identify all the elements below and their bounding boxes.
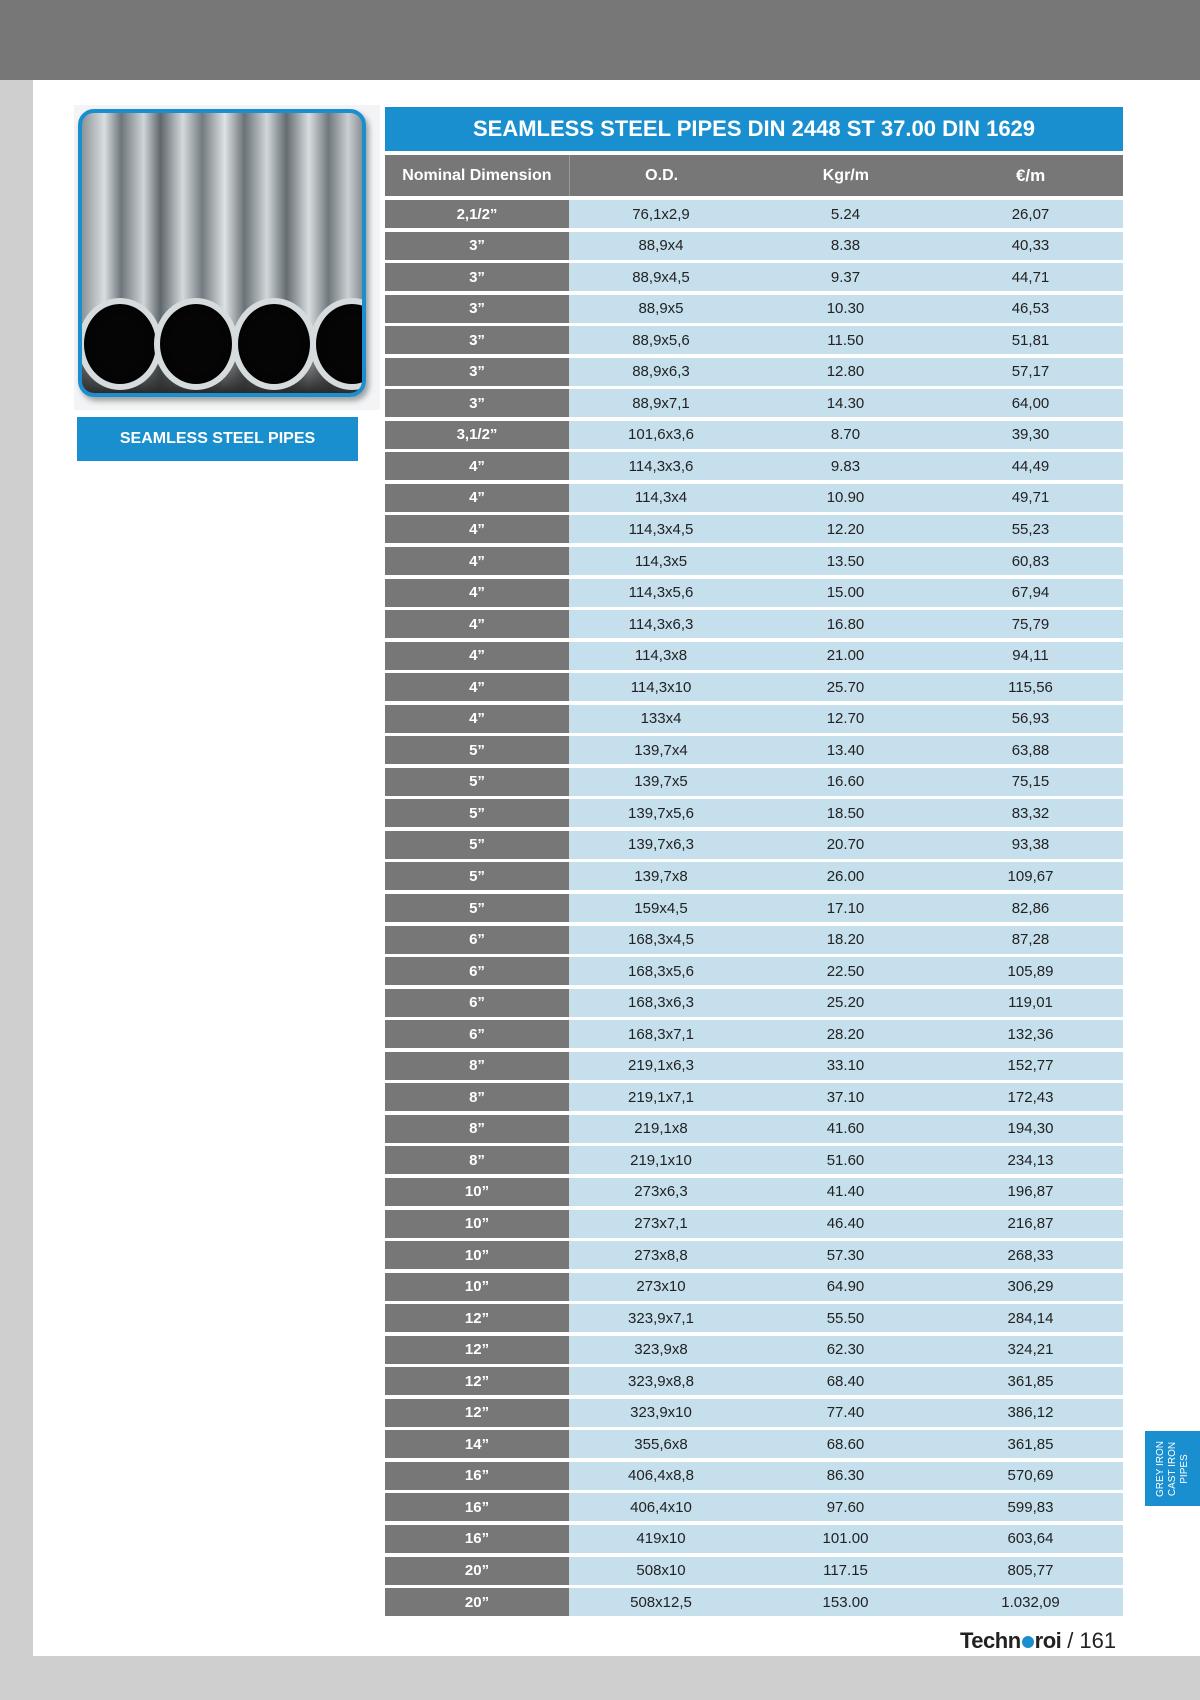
cell-nominal-dimension: 4” [385, 673, 569, 701]
cell-price: 93,38 [938, 831, 1123, 859]
cell-nominal-dimension: 12” [385, 1367, 569, 1395]
cell-nominal-dimension: 12” [385, 1336, 569, 1364]
cell-price: 152,77 [938, 1052, 1123, 1080]
cell-outer-diameter: 323,9x8,8 [569, 1367, 753, 1395]
cell-weight: 51.60 [753, 1146, 938, 1174]
cell-outer-diameter: 168,3x5,6 [569, 957, 753, 985]
cell-outer-diameter: 273x7,1 [569, 1210, 753, 1238]
cell-weight: 41.40 [753, 1178, 938, 1206]
cell-weight: 101.00 [753, 1525, 938, 1553]
cell-price: 284,14 [938, 1304, 1123, 1332]
table-row [385, 452, 1123, 480]
table-row [385, 389, 1123, 417]
cell-weight: 16.80 [753, 610, 938, 638]
cell-outer-diameter: 139,7x4 [569, 736, 753, 764]
cell-outer-diameter: 114,3x5 [569, 547, 753, 575]
cell-weight: 117.15 [753, 1557, 938, 1585]
cell-outer-diameter: 168,3x7,1 [569, 1020, 753, 1048]
table-row [385, 515, 1123, 543]
cell-price: 49,71 [938, 484, 1123, 512]
cell-outer-diameter: 88,9x5,6 [569, 326, 753, 354]
cell-nominal-dimension: 16” [385, 1493, 569, 1521]
cell-nominal-dimension: 5” [385, 831, 569, 859]
brand-text-start: Techn [960, 1628, 1021, 1653]
page-footer [960, 1626, 1116, 1656]
cell-price: 386,12 [938, 1399, 1123, 1427]
cell-price: 67,94 [938, 579, 1123, 607]
cell-price: 216,87 [938, 1210, 1123, 1238]
cell-outer-diameter: 273x8,8 [569, 1241, 753, 1269]
cell-price: 570,69 [938, 1462, 1123, 1490]
cell-nominal-dimension: 20” [385, 1557, 569, 1585]
cell-nominal-dimension: 4” [385, 515, 569, 543]
cell-price: 361,85 [938, 1367, 1123, 1395]
cell-nominal-dimension: 4” [385, 579, 569, 607]
cell-nominal-dimension: 6” [385, 926, 569, 954]
cell-price: 603,64 [938, 1525, 1123, 1553]
cell-weight: 11.50 [753, 326, 938, 354]
side-tab-text [1155, 1441, 1191, 1497]
cell-outer-diameter: 219,1x7,1 [569, 1083, 753, 1111]
table-row [385, 295, 1123, 323]
table-row [385, 799, 1123, 827]
cell-weight: 13.50 [753, 547, 938, 575]
table-row [385, 642, 1123, 670]
cell-price: 115,56 [938, 673, 1123, 701]
page-separator: / [1067, 1628, 1074, 1653]
page-number: 161 [1079, 1628, 1117, 1653]
cell-weight: 68.40 [753, 1367, 938, 1395]
header-outer-diameter: O.D. [645, 166, 679, 184]
cell-price: 75,79 [938, 610, 1123, 638]
cell-nominal-dimension: 10” [385, 1178, 569, 1206]
cell-nominal-dimension: 6” [385, 1020, 569, 1048]
cell-price: 51,81 [938, 326, 1123, 354]
cell-weight: 55.50 [753, 1304, 938, 1332]
cell-outer-diameter: 323,9x7,1 [569, 1304, 753, 1332]
cell-outer-diameter: 139,7x8 [569, 862, 753, 890]
cell-outer-diameter: 114,3x4 [569, 484, 753, 512]
cell-nominal-dimension: 4” [385, 484, 569, 512]
cell-nominal-dimension: 16” [385, 1525, 569, 1553]
cell-outer-diameter: 419x10 [569, 1525, 753, 1553]
table-row [385, 1178, 1123, 1206]
table-row [385, 1557, 1123, 1585]
cell-outer-diameter: 168,3x6,3 [569, 989, 753, 1017]
table-row [385, 1273, 1123, 1301]
cell-weight: 14.30 [753, 389, 938, 417]
cell-weight: 25.20 [753, 989, 938, 1017]
cell-outer-diameter: 406,4x8,8 [569, 1462, 753, 1490]
cell-outer-diameter: 273x6,3 [569, 1178, 753, 1206]
cell-price: 57,17 [938, 358, 1123, 386]
cell-weight: 12.20 [753, 515, 938, 543]
table-row [385, 1430, 1123, 1458]
cell-outer-diameter: 139,7x6,3 [569, 831, 753, 859]
cell-nominal-dimension: 6” [385, 989, 569, 1017]
cell-price: 105,89 [938, 957, 1123, 985]
table-row [385, 926, 1123, 954]
pipe-end-icon [154, 298, 238, 390]
cell-outer-diameter: 114,3x4,5 [569, 515, 753, 543]
cell-weight: 77.40 [753, 1399, 938, 1427]
cell-nominal-dimension: 20” [385, 1588, 569, 1616]
table-title: SEAMLESS STEEL PIPES DIN 2448 ST 37.00 DIN 1629 [385, 107, 1123, 151]
table-row [385, 1083, 1123, 1111]
header-nominal-dimension: Nominal Dimension [385, 155, 570, 196]
product-category-label: SEAMLESS STEEL PIPES [77, 417, 358, 461]
cell-price: 83,32 [938, 799, 1123, 827]
cell-price: 60,83 [938, 547, 1123, 575]
steel-pipes-photo [78, 109, 366, 397]
side-tab-line: CAST IRON [1166, 1441, 1178, 1496]
product-photo-frame [74, 105, 380, 410]
cell-outer-diameter: 88,9x6,3 [569, 358, 753, 386]
cell-outer-diameter: 88,9x5 [569, 295, 753, 323]
cell-weight: 15.00 [753, 579, 938, 607]
cell-weight: 10.30 [753, 295, 938, 323]
cell-outer-diameter: 76,1x2,9 [569, 200, 753, 228]
side-tab-line: GREY IRON [1154, 1440, 1166, 1497]
cell-nominal-dimension: 2,1/2” [385, 200, 569, 228]
cell-weight: 26.00 [753, 862, 938, 890]
brand-dot-icon [1022, 1636, 1034, 1648]
cell-price: 132,36 [938, 1020, 1123, 1048]
cell-price: 268,33 [938, 1241, 1123, 1269]
cell-nominal-dimension: 5” [385, 768, 569, 796]
cell-nominal-dimension: 4” [385, 705, 569, 733]
table-row [385, 1493, 1123, 1521]
cell-price: 39,30 [938, 421, 1123, 449]
table-row [385, 673, 1123, 701]
cell-weight: 5.24 [753, 200, 938, 228]
table-row [385, 1462, 1123, 1490]
cell-weight: 37.10 [753, 1083, 938, 1111]
table-row [385, 768, 1123, 796]
cell-weight: 20.70 [753, 831, 938, 859]
cell-weight: 21.00 [753, 642, 938, 670]
table-row [385, 1052, 1123, 1080]
cell-weight: 18.50 [753, 799, 938, 827]
cell-weight: 97.60 [753, 1493, 938, 1521]
cell-price: 194,30 [938, 1115, 1123, 1143]
cell-weight: 22.50 [753, 957, 938, 985]
table-row [385, 1146, 1123, 1174]
cell-price: 361,85 [938, 1430, 1123, 1458]
cell-outer-diameter: 219,1x8 [569, 1115, 753, 1143]
table-row [385, 1336, 1123, 1364]
cell-price: 44,71 [938, 263, 1123, 291]
cell-weight: 25.70 [753, 673, 938, 701]
cell-nominal-dimension: 4” [385, 547, 569, 575]
cell-nominal-dimension: 8” [385, 1146, 569, 1174]
cell-price: 599,83 [938, 1493, 1123, 1521]
table-row [385, 957, 1123, 985]
cell-price: 46,53 [938, 295, 1123, 323]
cell-price: 306,29 [938, 1273, 1123, 1301]
cell-weight: 12.70 [753, 705, 938, 733]
cell-nominal-dimension: 10” [385, 1241, 569, 1269]
cell-weight: 57.30 [753, 1241, 938, 1269]
pipe-end-icon [78, 298, 162, 390]
cell-nominal-dimension: 5” [385, 894, 569, 922]
table-row [385, 484, 1123, 512]
table-row [385, 1525, 1123, 1553]
table-row [385, 232, 1123, 260]
cell-outer-diameter: 101,6x3,6 [569, 421, 753, 449]
cell-price: 55,23 [938, 515, 1123, 543]
brand-text-end: roi [1034, 1628, 1062, 1653]
cell-price: 40,33 [938, 232, 1123, 260]
cell-nominal-dimension: 3” [385, 232, 569, 260]
cell-price: 26,07 [938, 200, 1123, 228]
cell-price: 87,28 [938, 926, 1123, 954]
header-weight: Kgr/m [822, 166, 869, 184]
cell-nominal-dimension: 8” [385, 1083, 569, 1111]
cell-outer-diameter: 88,9x7,1 [569, 389, 753, 417]
cell-outer-diameter: 168,3x4,5 [569, 926, 753, 954]
brand-logo [960, 1628, 1061, 1654]
cell-price: 64,00 [938, 389, 1123, 417]
cell-price: 1.032,09 [938, 1588, 1123, 1616]
cell-nominal-dimension: 14” [385, 1430, 569, 1458]
cell-price: 94,11 [938, 642, 1123, 670]
table-row [385, 894, 1123, 922]
cell-outer-diameter: 323,9x8 [569, 1336, 753, 1364]
cell-price: 109,67 [938, 862, 1123, 890]
cell-weight: 41.60 [753, 1115, 938, 1143]
cell-price: 196,87 [938, 1178, 1123, 1206]
cell-outer-diameter: 88,9x4,5 [569, 263, 753, 291]
cell-nominal-dimension: 4” [385, 452, 569, 480]
cell-nominal-dimension: 3,1/2” [385, 421, 569, 449]
cell-nominal-dimension: 4” [385, 642, 569, 670]
cell-outer-diameter: 114,3x8 [569, 642, 753, 670]
cell-weight: 10.90 [753, 484, 938, 512]
table-row [385, 831, 1123, 859]
cell-price: 56,93 [938, 705, 1123, 733]
cell-nominal-dimension: 3” [385, 295, 569, 323]
table-row [385, 263, 1123, 291]
cell-nominal-dimension: 5” [385, 862, 569, 890]
table-row [385, 421, 1123, 449]
table-row [385, 547, 1123, 575]
cell-outer-diameter: 114,3x5,6 [569, 579, 753, 607]
cell-weight: 18.20 [753, 926, 938, 954]
side-tab-line: PIPES [1178, 1453, 1190, 1484]
cell-nominal-dimension: 10” [385, 1210, 569, 1238]
cell-weight: 9.83 [753, 452, 938, 480]
cell-nominal-dimension: 5” [385, 799, 569, 827]
cell-outer-diameter: 273x10 [569, 1273, 753, 1301]
cell-nominal-dimension: 16” [385, 1462, 569, 1490]
cell-price: 44,49 [938, 452, 1123, 480]
cell-nominal-dimension: 3” [385, 326, 569, 354]
table-row [385, 1115, 1123, 1143]
table-row [385, 1020, 1123, 1048]
table-row [385, 1304, 1123, 1332]
table-row [385, 326, 1123, 354]
cell-outer-diameter: 159x4,5 [569, 894, 753, 922]
cell-weight: 33.10 [753, 1052, 938, 1080]
cell-outer-diameter: 88,9x4 [569, 232, 753, 260]
cell-outer-diameter: 114,3x10 [569, 673, 753, 701]
table-row [385, 1399, 1123, 1427]
cell-outer-diameter: 508x12,5 [569, 1588, 753, 1616]
table-row [385, 1367, 1123, 1395]
cell-price: 82,86 [938, 894, 1123, 922]
cell-weight: 8.70 [753, 421, 938, 449]
cell-weight: 86.30 [753, 1462, 938, 1490]
cell-price: 172,43 [938, 1083, 1123, 1111]
table-row [385, 610, 1123, 638]
cell-weight: 9.37 [753, 263, 938, 291]
cell-outer-diameter: 406,4x10 [569, 1493, 753, 1521]
cell-outer-diameter: 355,6x8 [569, 1430, 753, 1458]
cell-price: 324,21 [938, 1336, 1123, 1364]
cell-weight: 17.10 [753, 894, 938, 922]
section-side-tab[interactable] [1145, 1431, 1200, 1506]
top-band [0, 0, 1200, 80]
cell-outer-diameter: 133x4 [569, 705, 753, 733]
cell-weight: 68.60 [753, 1430, 938, 1458]
cell-outer-diameter: 114,3x3,6 [569, 452, 753, 480]
cell-nominal-dimension: 12” [385, 1399, 569, 1427]
cell-price: 63,88 [938, 736, 1123, 764]
cell-weight: 8.38 [753, 232, 938, 260]
table-row [385, 989, 1123, 1017]
cell-outer-diameter: 139,7x5 [569, 768, 753, 796]
cell-outer-diameter: 114,3x6,3 [569, 610, 753, 638]
cell-nominal-dimension: 3” [385, 263, 569, 291]
cell-nominal-dimension: 8” [385, 1052, 569, 1080]
header-price: €/m [1015, 165, 1046, 185]
cell-weight: 16.60 [753, 768, 938, 796]
cell-weight: 28.20 [753, 1020, 938, 1048]
table-row [385, 200, 1123, 228]
cell-nominal-dimension: 3” [385, 389, 569, 417]
cell-outer-diameter: 323,9x10 [569, 1399, 753, 1427]
cell-outer-diameter: 139,7x5,6 [569, 799, 753, 827]
cell-weight: 62.30 [753, 1336, 938, 1364]
table-row [385, 736, 1123, 764]
cell-nominal-dimension: 8” [385, 1115, 569, 1143]
table-row [385, 579, 1123, 607]
table-row [385, 1210, 1123, 1238]
cell-weight: 153.00 [753, 1588, 938, 1616]
cell-weight: 13.40 [753, 736, 938, 764]
pipe-end-icon [232, 298, 316, 390]
cell-weight: 64.90 [753, 1273, 938, 1301]
bottom-band [0, 1656, 1200, 1700]
table-row [385, 862, 1123, 890]
cell-price: 805,77 [938, 1557, 1123, 1585]
table-body [385, 200, 1123, 1620]
cell-outer-diameter: 219,1x6,3 [569, 1052, 753, 1080]
cell-outer-diameter: 219,1x10 [569, 1146, 753, 1174]
cell-nominal-dimension: 5” [385, 736, 569, 764]
cell-price: 75,15 [938, 768, 1123, 796]
cell-nominal-dimension: 4” [385, 610, 569, 638]
cell-price: 119,01 [938, 989, 1123, 1017]
table-row [385, 705, 1123, 733]
cell-nominal-dimension: 3” [385, 358, 569, 386]
table-row [385, 1588, 1123, 1616]
cell-weight: 46.40 [753, 1210, 938, 1238]
cell-nominal-dimension: 6” [385, 957, 569, 985]
cell-price: 234,13 [938, 1146, 1123, 1174]
table-row [385, 358, 1123, 386]
table-header-row [385, 155, 1123, 196]
cell-outer-diameter: 508x10 [569, 1557, 753, 1585]
cell-nominal-dimension: 12” [385, 1304, 569, 1332]
table-row [385, 1241, 1123, 1269]
cell-weight: 12.80 [753, 358, 938, 386]
cell-nominal-dimension: 10” [385, 1273, 569, 1301]
